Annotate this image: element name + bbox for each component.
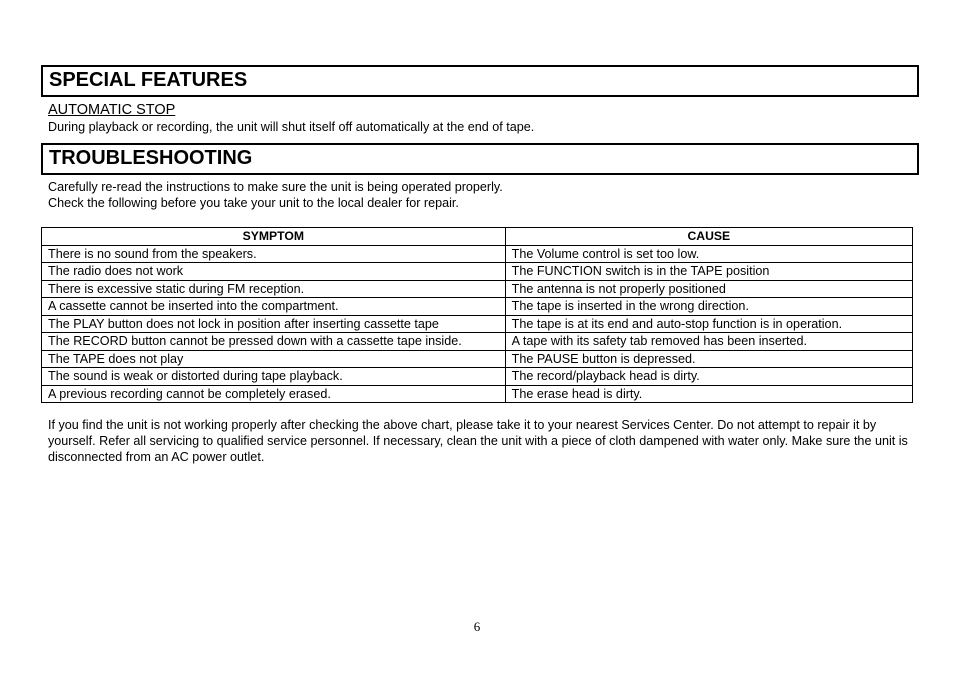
table-row bbox=[42, 333, 913, 351]
automatic-stop-subheading: AUTOMATIC STOP bbox=[48, 102, 176, 118]
symptom-cell: The PLAY button does not lock in position after inserting cassette tape bbox=[42, 315, 506, 333]
cause-cell: The antenna is not properly positioned bbox=[505, 280, 912, 298]
symptom-cell: A cassette cannot be inserted into the compartment. bbox=[42, 298, 506, 316]
table-row bbox=[42, 315, 913, 333]
automatic-stop-text: During playback or recording, the unit will shut itself off automatically at the end of tape. bbox=[48, 120, 535, 134]
cause-cell: The tape is at its end and auto-stop function is in operation. bbox=[505, 315, 912, 333]
symptom-cell: A previous recording cannot be completely erased. bbox=[42, 385, 506, 403]
cause-cell: The erase head is dirty. bbox=[505, 385, 912, 403]
column-header-symptom: SYMPTOM bbox=[42, 228, 506, 246]
table-header-row bbox=[42, 228, 913, 246]
table-row bbox=[42, 263, 913, 281]
column-header-cause: CAUSE bbox=[505, 228, 912, 246]
symptom-cell: There is no sound from the speakers. bbox=[42, 245, 506, 263]
symptom-cell: The radio does not work bbox=[42, 263, 506, 281]
troubleshooting-intro-line-2: Check the following before you take your unit to the local dealer for repair. bbox=[48, 196, 459, 210]
cause-cell: The Volume control is set too low. bbox=[505, 245, 912, 263]
table-row bbox=[42, 298, 913, 316]
table-row bbox=[42, 280, 913, 298]
troubleshooting-intro-line-1: Carefully re-read the instructions to make sure the unit is being operated properly. bbox=[48, 180, 503, 194]
special-features-heading: SPECIAL FEATURES bbox=[41, 65, 919, 97]
cause-cell: A tape with its safety tab removed has been inserted. bbox=[505, 333, 912, 351]
service-advice-paragraph: If you find the unit is not working properly after checking the above chart, please take it to your nearest Services Center. Do not attempt to repair it by yourself. Refer all servicing to qualified service personnel. If necessary, clean the unit with a piece of cloth dampened with water only. Make sure the unit is disconnected from an AC power outlet. bbox=[48, 418, 908, 464]
troubleshooting-table bbox=[41, 227, 913, 403]
table-row bbox=[42, 385, 913, 403]
cause-cell: The PAUSE button is depressed. bbox=[505, 350, 912, 368]
cause-cell: The FUNCTION switch is in the TAPE position bbox=[505, 263, 912, 281]
cause-cell: The tape is inserted in the wrong direction. bbox=[505, 298, 912, 316]
symptom-cell: The sound is weak or distorted during tape playback. bbox=[42, 368, 506, 386]
symptom-cell: There is excessive static during FM reception. bbox=[42, 280, 506, 298]
troubleshooting-heading: TROUBLESHOOTING bbox=[41, 143, 919, 175]
table-row bbox=[42, 350, 913, 368]
table-row bbox=[42, 245, 913, 263]
symptom-cell: The RECORD button cannot be pressed down with a cassette tape inside. bbox=[42, 333, 506, 351]
page-number: 6 bbox=[473, 619, 481, 634]
symptom-cell: The TAPE does not play bbox=[42, 350, 506, 368]
table-row bbox=[42, 368, 913, 386]
cause-cell: The record/playback head is dirty. bbox=[505, 368, 912, 386]
